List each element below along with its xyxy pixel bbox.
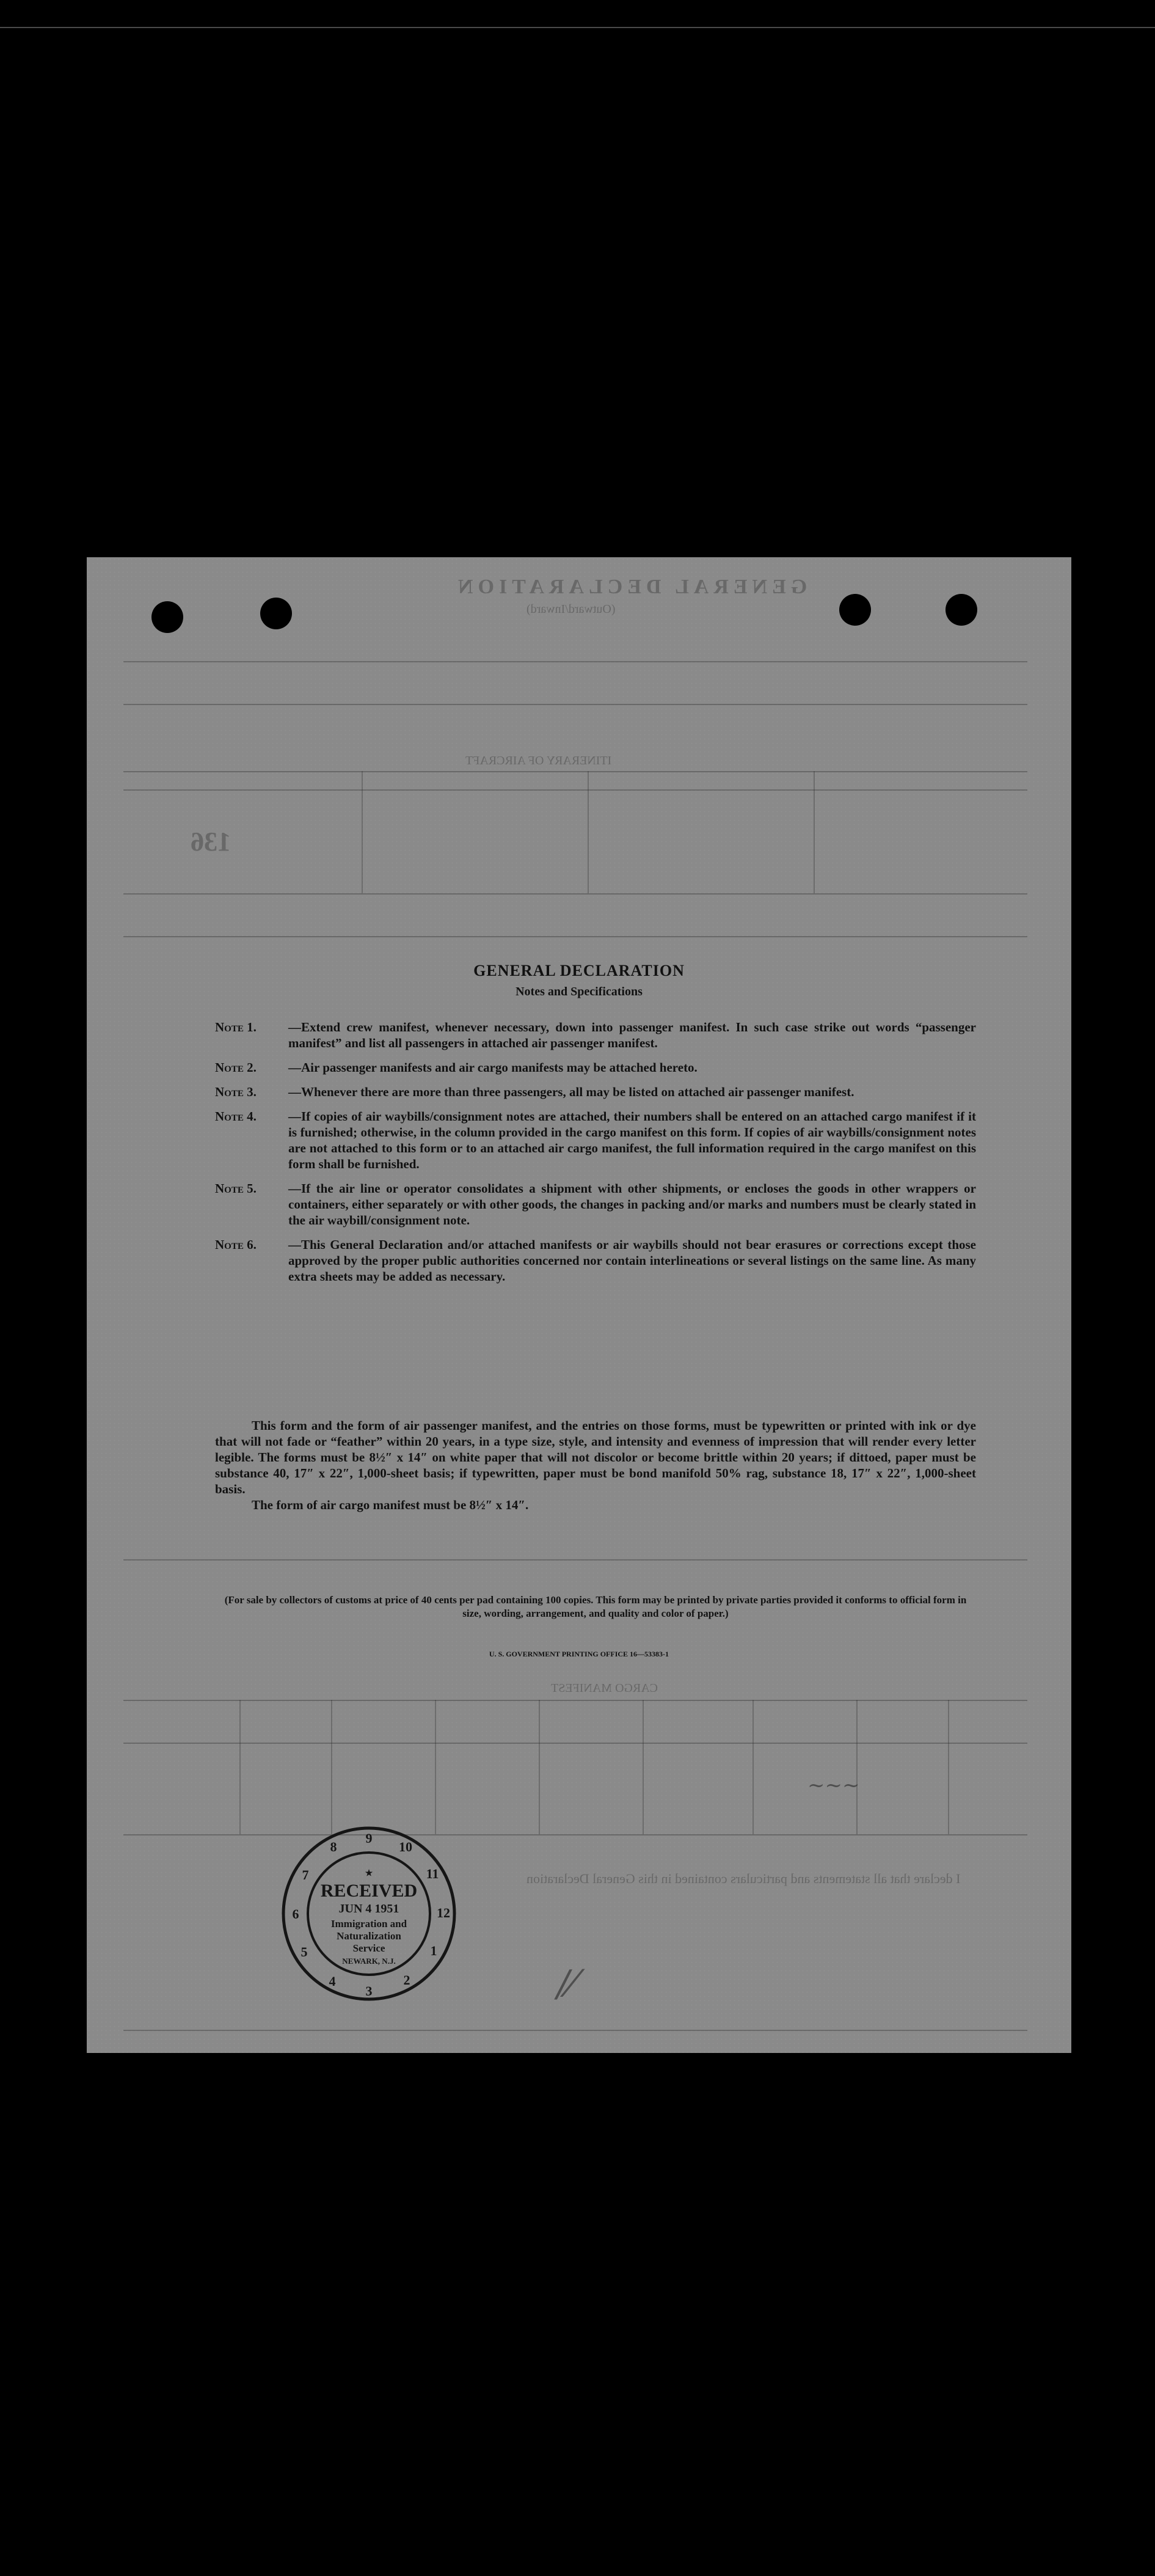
note-1 (215, 1019, 976, 1051)
show-through-col (239, 1700, 241, 1834)
note-label: Note 4. (215, 1109, 257, 1124)
stamp-ring-digit: 3 (365, 1983, 373, 1999)
stamp-ring-digit: 7 (302, 1867, 309, 1883)
punch-hole (945, 594, 977, 626)
show-through-col (752, 1700, 754, 1834)
show-through-col (588, 771, 589, 893)
show-through-rule (123, 1559, 1027, 1561)
handwriting-mark: /⁄ (557, 1963, 576, 2005)
note-text: —Air passenger manifests and air cargo manifests may be attached hereto. (288, 1060, 698, 1075)
stamp-ring-digit: 6 (292, 1906, 299, 1922)
note-text: —If the air line or operator consolidates a shipment with other shipments, or encloses the goods in other wrappers or containers, either separately or with other goods, the changes in packing and/or marks and numbers must be clearly stated in the air waybill/consignment note. (288, 1181, 976, 1228)
show-through-rule (123, 893, 1027, 895)
punch-hole (151, 601, 183, 633)
show-through-header: GENERAL DECLARATION (453, 576, 807, 598)
top-border-line (0, 27, 1155, 28)
note-label: Note 5. (215, 1181, 257, 1196)
stamp-ring-digit: 5 (301, 1944, 308, 1959)
stamp-received: RECEIVED (320, 1881, 418, 1901)
stamp-line: Service (352, 1942, 385, 1954)
show-through-rule (123, 936, 1027, 937)
show-through-col (814, 771, 815, 893)
show-through-header-sub: (Outward/Inward) (526, 602, 616, 616)
show-through-rule (123, 1834, 1027, 1835)
show-through-declaration: I declare that all statements and particulars contained in this General Declaration (526, 1871, 961, 1886)
printing-office-line: U. S. GOVERNMENT PRINTING OFFICE 16—53383-1 (489, 1650, 669, 1658)
show-through-rule (123, 789, 1027, 791)
show-through-col (435, 1700, 436, 1834)
note-label: Note 6. (215, 1237, 257, 1252)
note-label: Note 1. (215, 1020, 257, 1034)
declaration-sheet (87, 557, 1071, 2053)
note-label: Note 3. (215, 1085, 257, 1099)
page-title: GENERAL DECLARATION (473, 962, 685, 979)
stamp-date: JUN 4 1951 (338, 1902, 399, 1916)
show-through-col (948, 1700, 949, 1834)
stamp-ring-digit: 4 (329, 1974, 336, 1989)
stamp-star: ★ (365, 1869, 373, 1878)
note-6 (215, 1237, 976, 1284)
note-text: —Whenever there are more than three passengers, all may be listed on attached air passenger manifest. (288, 1085, 854, 1099)
show-through-rule (123, 771, 1027, 772)
show-through-rule (123, 1743, 1027, 1744)
stamp-line: Immigration and (330, 1918, 407, 1930)
note-text: —If copies of air waybills/consignment notes are attached, their numbers shall be entered on an attached cargo manifest if it is furnished; otherwise, in the column provided in the cargo manifest on this form. If copies of air waybills/consignment notes are not attached to this form or to an attached air cargo manifest, the full information required in the cargo manifest on this form shall be furnished. (288, 1109, 976, 1171)
punch-hole (260, 598, 292, 629)
specifications-paragraph (215, 1418, 976, 1513)
paper-specification-text: This form and the form of air passenger manifest, and the entries on those forms, must be typewritten or printed with ink or dye that will not fade or “feather” within 20 years, in a type size, style, and intensity and evenness of impression that will render every letter legible. The forms must be 8½″ x 14″ on white paper that will not discolor or become brittle within 20 years; if dittoed, paper must be substance 40, 17″ x 22″, 1,000-sheet basis; if typewritten, paper must be bond manifold 50% rag, substance 18, 17″ x 22″, 1,000-sheet basis. (215, 1418, 976, 1496)
notes-list (215, 1019, 976, 1293)
note-5 (215, 1180, 976, 1228)
show-through-cargo-manifest: CARGO MANIFEST (551, 1681, 658, 1695)
note-text: —This General Declaration and/or attached manifests or air waybills should not bear erasures or corrections except those approved by the proper public authorities concerned nor contain interlineations or several listings on the same line. As many extra sheets may be added as necessary. (288, 1237, 976, 1284)
punch-hole (839, 594, 871, 626)
show-through-rule (123, 1700, 1027, 1701)
note-text: —Extend crew manifest, whenever necessary, down into passenger manifest. In such case strike out words “passenger manifest” and list all passengers in attached air passenger manifest. (288, 1020, 976, 1050)
show-through-rule (123, 2030, 1027, 2031)
show-through-col (331, 1700, 332, 1834)
stamp-ring-digit: 9 (365, 1831, 373, 1846)
show-through-col (643, 1700, 644, 1834)
cargo-size-text: The form of air cargo manifest must be 8½″ x 14″. (252, 1498, 529, 1512)
stamp-ring-digit: 10 (399, 1839, 412, 1854)
page-subtitle: Notes and Specifications (516, 985, 643, 998)
note-label: Note 2. (215, 1060, 257, 1075)
stamp-ring-digit: 1 (430, 1943, 437, 1958)
stamp-ring-digit: 11 (426, 1866, 439, 1881)
handwriting-mark: ~~~ (807, 1773, 860, 1798)
note-2 (215, 1059, 976, 1075)
show-through-rule (123, 704, 1027, 705)
show-through-itinerary: ITINERARY OF AIRCRAFT (465, 754, 612, 767)
note-4 (215, 1108, 976, 1172)
show-through-col (539, 1700, 540, 1834)
stamp-place: NEWARK, N.J. (342, 1956, 396, 1966)
sale-notice: (For sale by collectors of customs at price of 40 cents per pad containing 100 copies. This form may be printed by private parties provided it conforms to official form in size, wording, arrangement, and quality and color of paper.) (224, 1594, 967, 1619)
stamp-ring-digit: 12 (437, 1905, 450, 1920)
show-through-number: 136 (191, 827, 231, 857)
stamp-ring-digit: 8 (330, 1839, 337, 1854)
show-through-col (362, 771, 363, 893)
show-through-col (856, 1700, 858, 1834)
stamp-line: Naturalization (337, 1930, 401, 1942)
show-through-rule (123, 661, 1027, 662)
received-stamp (277, 1822, 461, 2005)
note-3 (215, 1084, 976, 1100)
stamp-ring-digit: 2 (403, 1972, 410, 1988)
